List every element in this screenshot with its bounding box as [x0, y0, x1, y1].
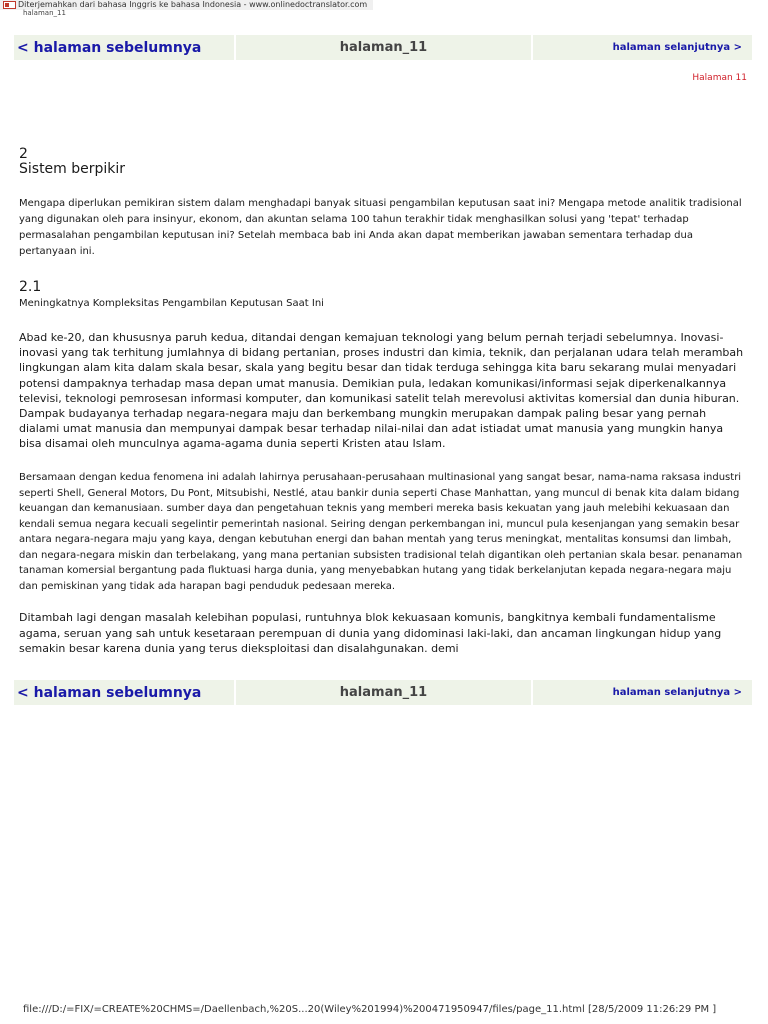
body-paragraph-2: Bersamaan dengan kedua fenomena ini adalah lahirnya perusahaan-perusahaan multinasional yang sangat besar, nama-nama raksasa industri seperti Shell, General Motors, Du Pont, Mitsubishi, Nestlé, atau bankir dunia seperti Chase Manhattan, yang muncul di benak kita dalam bidang keuangan dan kemanusiaan. sumber daya dan pengetahuan teknis yang memberi mereka basis kekuatan yang jauh melebihi kekuasaan dan kendali semua negara kecuali segelintir pemerintah nasional. Seiring dengan perkembangan ini, muncul pula kesenjangan yang semakin besar antara negara-negara maju yang kaya, dengan kebutuhan energi dan bahan mentah yang terus meningkat, mentalitas konsumsi dan limbah, dan negara-negara miskin dan terbelakang, yang mana pertanian subsisten tradisional telah digantikan oleh pertanian skala besar. penanaman tanaman komersial bergantung pada fluktuasi harga dunia, yang menyebabkan hutang yang tidak berkelanjutan kepada negara-negara maju dan pemiskinan yang tidak ada harapan bagi penduduk pedesaan mereka.: [19, 472, 743, 592]
section-title: Meningkatnya Kompleksitas Pengambilan Keputusan Saat Ini: [19, 298, 324, 309]
body-paragraph-3: Ditambah lagi dengan masalah kelebihan populasi, runtuhnya blok kekuasaan komunis, bangkitnya kembali fundamentalisme agama, seruan yang sah untuk kesetaraan perempuan di dunia yang didominasi laki-laki, dan ancaman lingkungan hidup yang semakin besar karena dunia yang terus dieksploitasi dan disalahgunakan. demi: [19, 611, 722, 655]
body-paragraph-1: Abad ke-20, dan khususnya paruh kedua, ditandai dengan kemajuan teknologi yang belum pernah terjadi sebelumnya. Inovasi-inovasi yang tak terhitung jumlahnya di bidang pertanian, proses industri dan kimia, teknik, dan perjalanan udara telah merambah lingkungan alam kita dalam skala besar, skala yang begitu besar dan tidak terduga sehingga kita baru sekarang mulai menyadari potensi dampaknya terhadap masa depan umat manusia. Demikian pula, ledakan komunikasi/informasi sejak diperkenalkannya televisi, teknologi pemrosesan informasi komputer, dan komunikasi satelit telah merevolusi aktivitas komersial dan dunia hiburan. Dampak budayanya terhadap negara-negara maju dan berkembang mungkin merupakan dampak paling besar yang pernah dialami umat manusia dan mempunyai dampak besar terhadap nilai-nilai dan adat istiadat umat manusia yang mungkin hanya bisa disamai oleh munculnya agama-agama dunia seperti Kristen atau Islam.: [19, 331, 744, 451]
section-number: 2.1: [19, 279, 42, 295]
nav-next-cell: [533, 680, 752, 705]
chapter-number: 2: [19, 146, 28, 162]
nav-page-title: halaman_11: [339, 685, 428, 700]
nav-bar-top: [14, 35, 754, 60]
prev-page-link[interactable]: < halaman sebelumnya: [17, 39, 202, 56]
chapter-intro: Mengapa diperlukan pemikiran sistem dalam menghadapi banyak situasi pengambilan keputusan saat ini? Mengapa metode analitik tradisional yang digunakan oleh para insinyur, ekonom, dan akuntan selama 100 tahun terakhir tidak menghasilkan solusi yang 'tepat' terhadap permasalahan pengambilan keputusan ini? Setelah membaca bab ini Anda akan dapat memberikan jawaban sementara terhadap dua pertanyaan ini.: [19, 198, 742, 257]
next-page-link[interactable]: halaman selanjutnya >: [612, 687, 742, 698]
next-page-link[interactable]: halaman selanjutnya >: [612, 42, 742, 53]
prev-page-link[interactable]: < halaman sebelumnya: [17, 684, 202, 701]
file-path-footer: file:///D:/=FIX/=CREATE%20CHMS=/Daellenbach,%20S...20(Wiley%201994)%200471950947/files/page_11.html [28/5/2009 11:26:29 PM ]: [23, 1004, 717, 1015]
nav-prev-cell: [14, 680, 234, 705]
nav-page-title: halaman_11: [339, 40, 428, 55]
translator-banner-text[interactable]: Diterjemahkan dari bahasa Inggris ke bahasa Indonesia - www.onlinedoctranslator.com: [18, 0, 368, 9]
page-number-label: Halaman 11: [692, 73, 747, 83]
translator-logo-icon: [3, 1, 16, 9]
nav-next-cell: [533, 35, 752, 60]
nav-title-cell: [236, 35, 531, 60]
nav-bar-bottom: [14, 680, 754, 705]
chapter-title: Sistem berpikir: [19, 161, 126, 177]
document-title: halaman_11: [23, 9, 66, 17]
nav-title-cell: [236, 680, 531, 705]
nav-prev-cell: [14, 35, 234, 60]
